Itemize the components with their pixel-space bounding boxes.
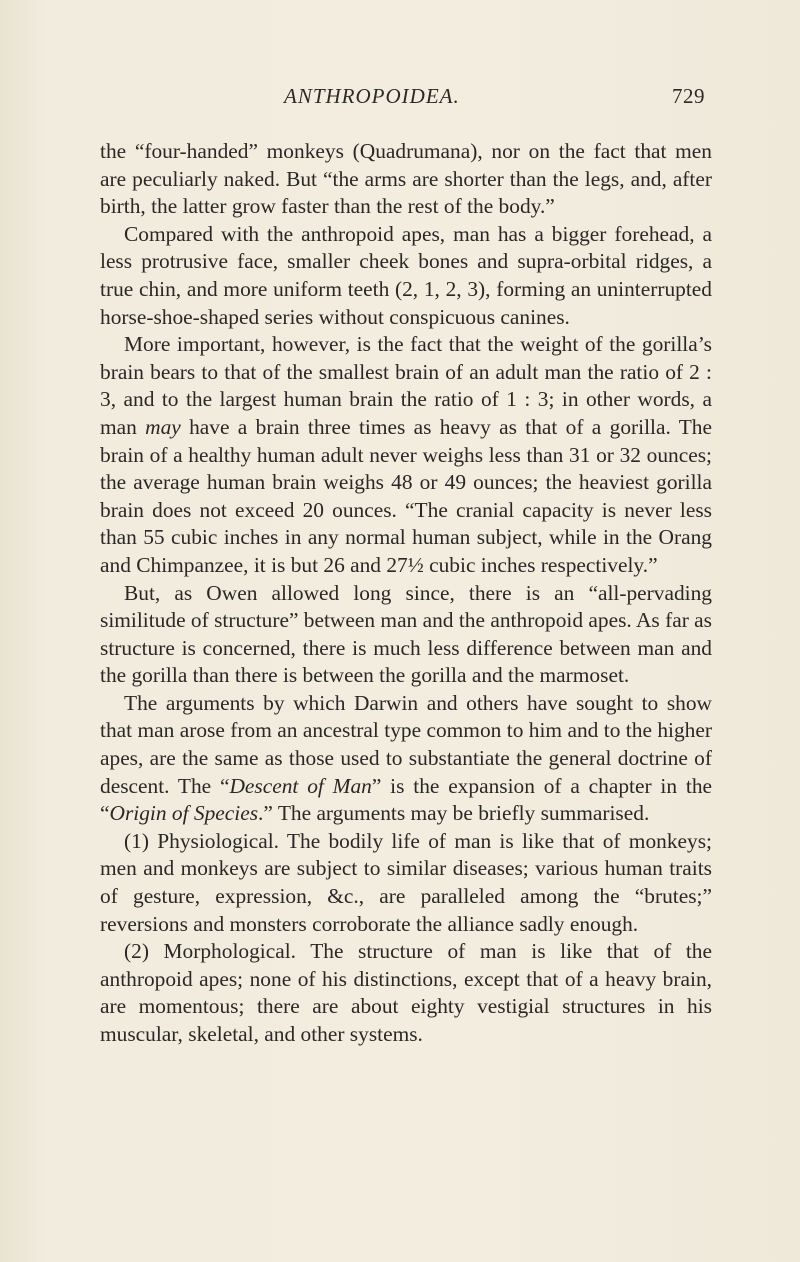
text-segment: The arguments by which Darwin and others have sought to show that man arose from an ancestral type common to him and to the higher apes, are the same as those used to substantiate the general doctrine of descent. The “	[100, 690, 712, 798]
running-head	[0, 84, 800, 114]
text-segment: the “four-handed” monkeys (Quadrumana), nor on the fact that men are peculiarly naked. But “the arms are shorter than the legs, and, after birth, the latter grow faster than the rest of the body.”	[100, 139, 712, 219]
body-text	[100, 138, 712, 1049]
page-number: 729	[672, 84, 705, 108]
text-segment: (2) Morphological. The structure of man is like that of the anthropoid apes; none of his distinctions, except that of a heavy brain, are momentous; there are about eighty vestigial structures in his muscular, skeletal, and other systems.	[100, 939, 712, 1046]
text-segment: More important, however, is the fact that the weight of the gorilla’s brain bears to that of the smallest brain of an adult man the ratio of 2 : 3, and to the largest human brain the ratio of 1 : 3; in other words, a man	[100, 332, 712, 439]
paragraph	[100, 580, 712, 690]
running-title: ANTHROPOIDEA.	[284, 84, 460, 108]
text-segment: But, as Owen allowed long since, there is an “all-pervading similitude of structure” between man and the anthropoid apes. As far as structure is concerned, there is much less difference between man and the gorilla than there is between the gorilla and the marmoset.	[100, 580, 712, 688]
text-segment: have a brain three times as heavy as that of a gorilla. The brain of a healthy human adult never weighs less than 31 or 32 ounces; the average human brain weighs 48 or 49 ounces; the heaviest gorilla brain does not exceed 20 ounces. “The cranial capacity is never less than 55 cubic inches in any normal human subject, while in the Orang and Chimpanzee, it is but 26 and 27½ cubic inches respectively.”	[100, 414, 712, 577]
text-segment: ” is the expansion of a chapter in the “	[100, 773, 713, 826]
paragraph	[100, 938, 712, 1048]
text-segment: .” The arguments may be briefly summarised.	[258, 801, 650, 826]
italic-text: may	[145, 414, 181, 439]
paragraph	[100, 221, 712, 331]
text-segment: (1) Physiological. The bodily life of man is like that of monkeys; men and monkeys are subject to similar diseases; various human traits of gesture, expression, &c., are paralleled among the “brutes;” reversions and monsters corroborate the alliance sadly enough.	[100, 828, 712, 936]
italic-text: Origin of Species	[109, 801, 259, 826]
italic-text: Descent of Man	[229, 773, 372, 798]
paragraph	[100, 690, 712, 828]
paragraph	[100, 828, 712, 938]
text-segment: Compared with the anthropoid apes, man has a bigger forehead, a less protrusive face, smaller cheek bones and supra-orbital ridges, a true chin, and more uniform teeth (2, 1, 2, 3), forming an uninterrupted horse-shoe-shaped series without conspicuous canines.	[100, 221, 712, 329]
paragraph	[100, 331, 712, 579]
paragraph	[100, 138, 712, 221]
